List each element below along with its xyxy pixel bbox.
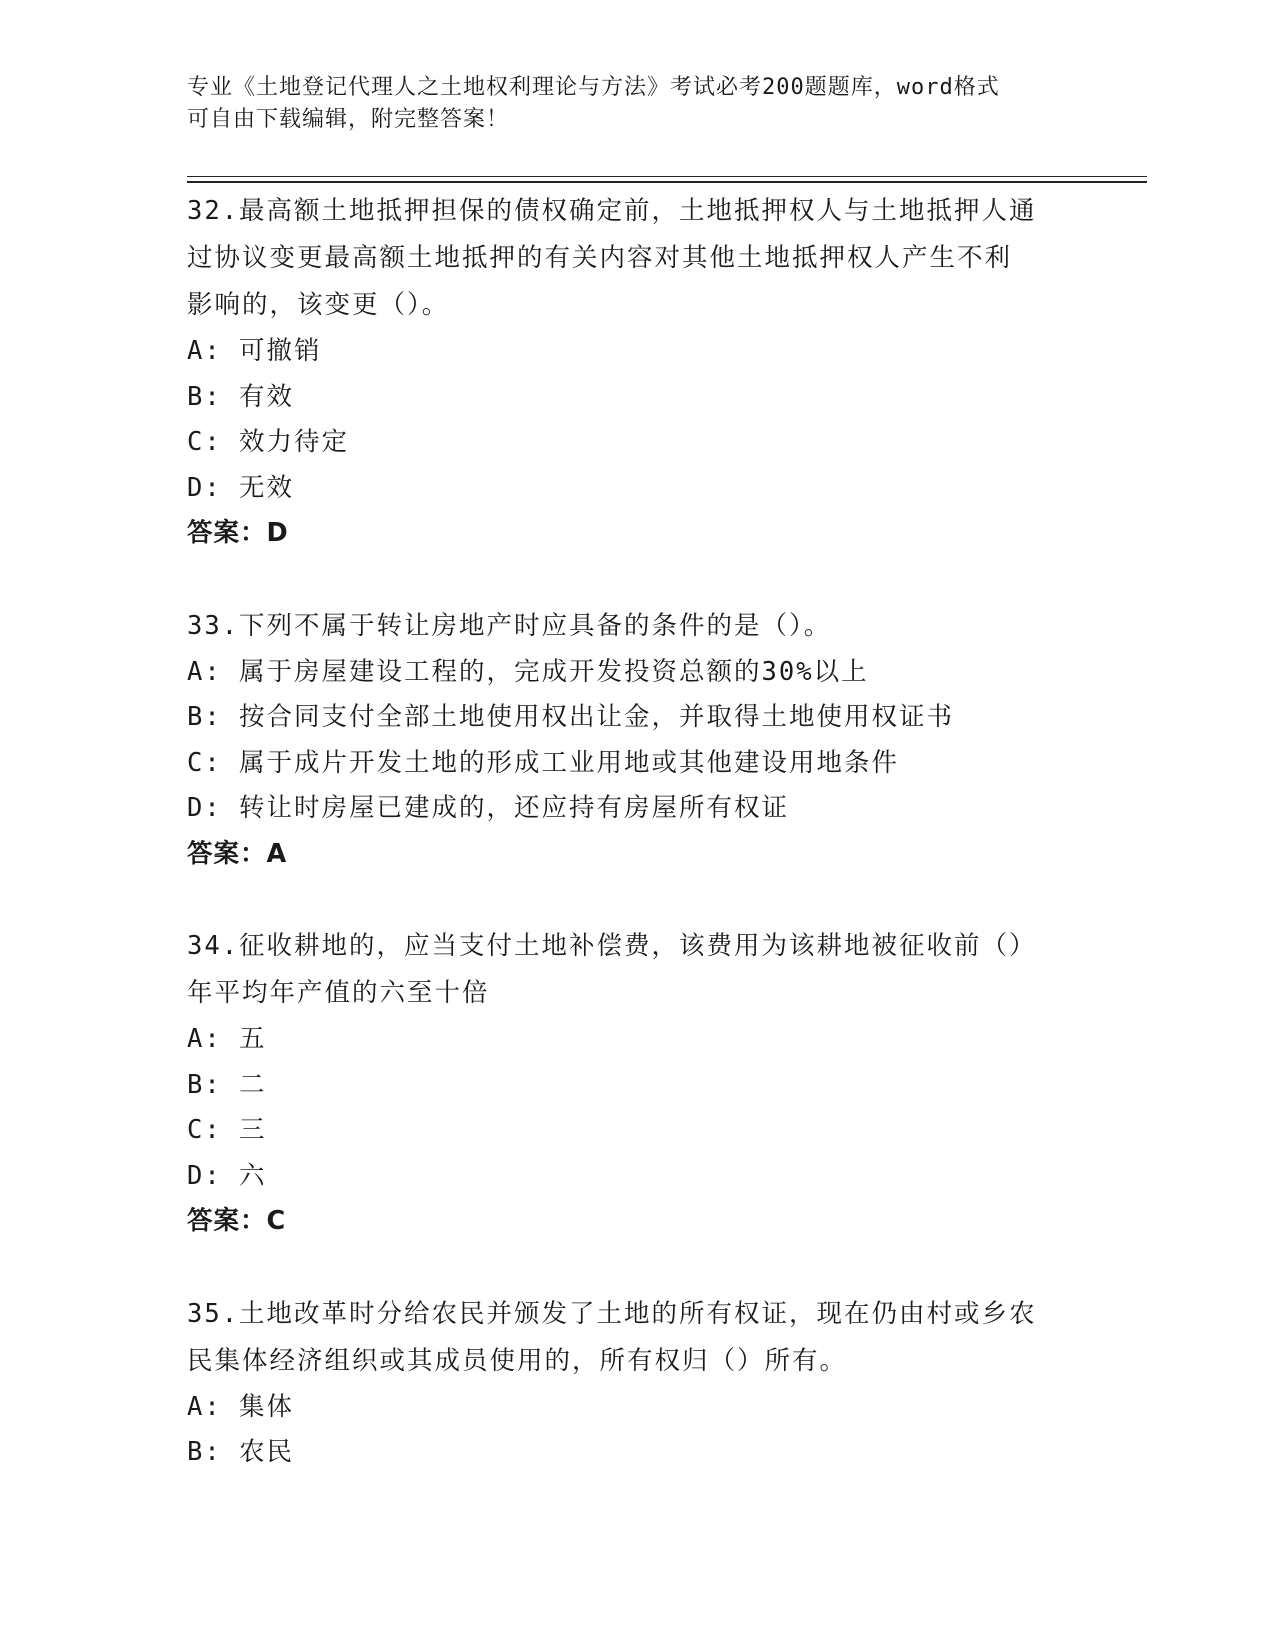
question-stem-line: 32.最高额土地抵押担保的债权确定前，土地抵押权人与土地抵押人通: [187, 196, 1037, 226]
option-a: A: 五: [187, 1024, 267, 1054]
question-35: [187, 1291, 1087, 1476]
question-32: [187, 188, 1087, 557]
question-stem-line: 33.下列不属于转让房地产时应具备的条件的是（）。: [187, 610, 832, 641]
option-c: C: 属于成片开发土地的形成工业用地或其他建设用地条件: [187, 747, 900, 778]
option-c: C: 效力待定: [187, 427, 350, 457]
question-stem-line: 影响的，该变更（）。: [187, 290, 450, 320]
option-d: D: 转让时房屋已建成的，还应持有房屋所有权证: [187, 793, 790, 823]
header-line-2: 可自由下载编辑，附完整答案！: [187, 107, 510, 132]
option-a: A: 属于房屋建设工程的，完成开发投资总额的30%以上: [187, 656, 869, 687]
option-d: D: 无效: [187, 472, 295, 503]
option-b: B: 有效: [187, 381, 295, 412]
question-33: [187, 603, 1087, 878]
option-d: D: 六: [187, 1160, 267, 1191]
question-34: [187, 923, 1087, 1245]
question-stem-line: 过协议变更最高额土地抵押的有关内容对其他土地抵押权人产生不利: [187, 243, 1013, 273]
question-stem-line: 民集体经济组织或其成员使用的，所有权归（）所有。: [187, 1345, 848, 1376]
spacer: [187, 557, 1087, 603]
question-stem-line: 34.征收耕地的，应当支付土地补偿费，该费用为该耕地被征收前（）: [187, 931, 1037, 961]
header-divider-thin: [187, 176, 1147, 177]
spacer: [187, 1245, 1087, 1291]
header-divider-thick: [187, 181, 1147, 183]
question-list: [187, 188, 1087, 1476]
header-line-1: 专业《土地登记代理人之土地权利理论与方法》考试必考200题题库，word格式: [187, 75, 1000, 100]
option-a: A: 可撤销: [187, 336, 322, 366]
option-b: B: 农民: [187, 1437, 295, 1467]
option-a: A: 集体: [187, 1391, 295, 1422]
question-stem-line: 35.土地改革时分给农民并颁发了土地的所有权证，现在仍由村或乡农: [187, 1298, 1037, 1329]
document-header: [187, 72, 1067, 136]
answer-line: 答案：D: [187, 518, 289, 548]
option-b: B: 二: [187, 1069, 267, 1100]
question-stem-line: 年平均年产值的六至十倍: [187, 978, 490, 1008]
answer-line: 答案：A: [187, 838, 288, 869]
answer-line: 答案：C: [187, 1206, 287, 1236]
spacer: [187, 877, 1087, 923]
option-c: C: 三: [187, 1115, 267, 1145]
option-b: B: 按合同支付全部土地使用权出让金，并取得土地使用权证书: [187, 702, 955, 732]
